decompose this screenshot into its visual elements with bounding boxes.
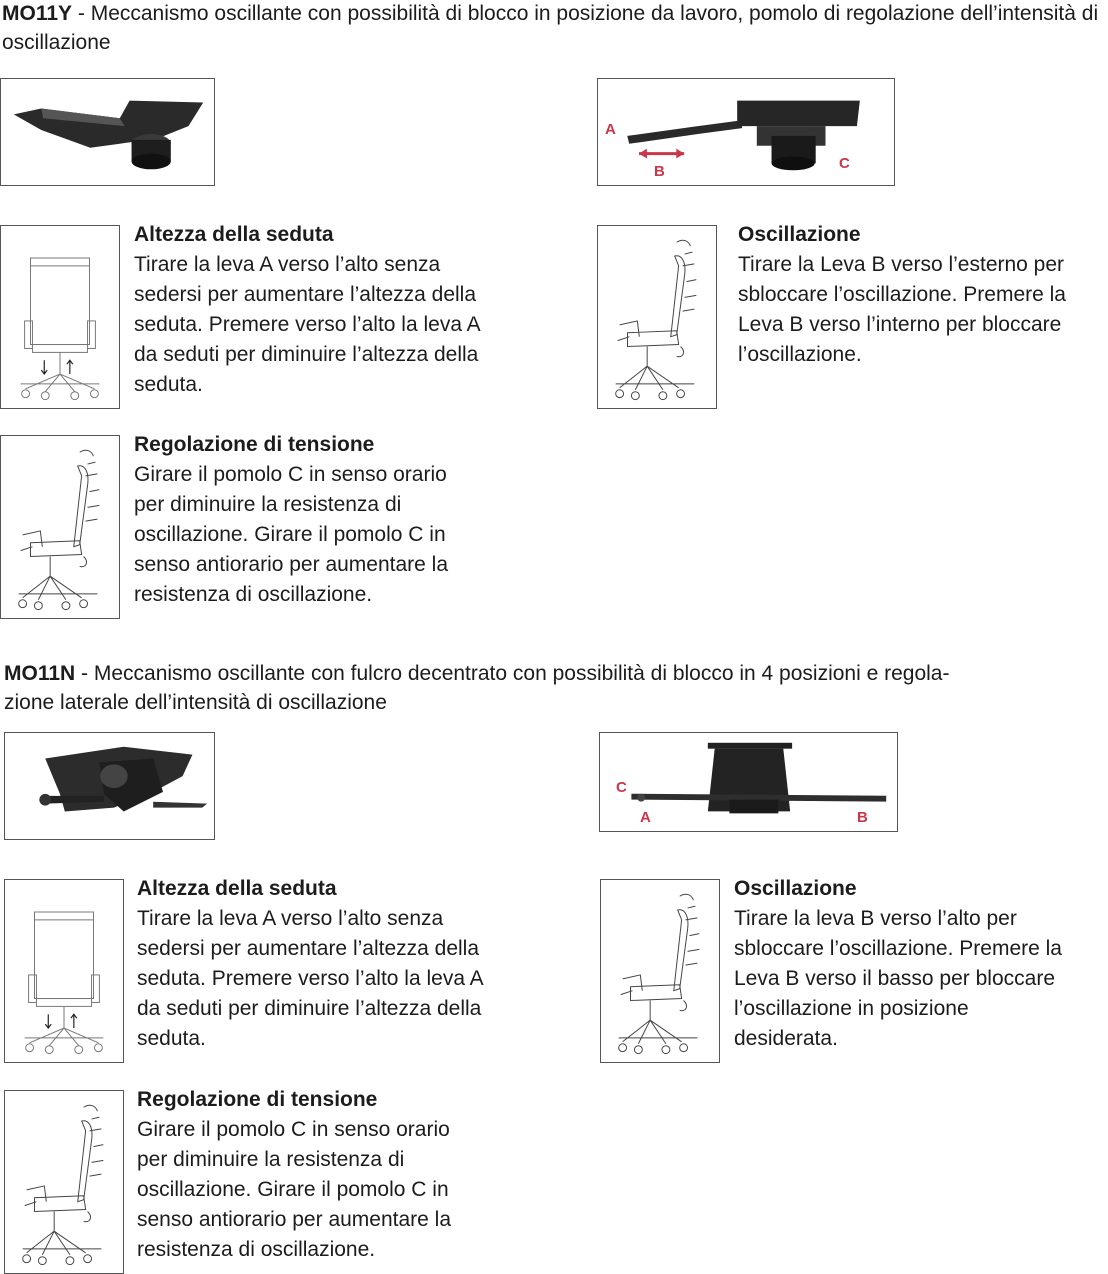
block-line: oscillazione. Girare il pomolo C in — [137, 1178, 449, 1201]
label-c: C — [839, 155, 850, 172]
block-line: sedersi per aumentare l’altezza della — [134, 283, 477, 306]
block-line: Tirare la leva A verso l’alto senza — [134, 253, 441, 276]
block-line: resistenza di oscillazione. — [137, 1238, 376, 1261]
block-title: Oscillazione — [738, 223, 861, 246]
section-heading-mo11n — [4, 659, 1108, 717]
chair-recline-icon-2 — [600, 879, 720, 1063]
block-line: l’oscillazione in posizione — [734, 997, 969, 1020]
label-a: A — [605, 121, 616, 138]
block-line: Leva B verso l’interno per bloccare — [738, 313, 1062, 336]
block-line: Girare il pomolo C in senso orario — [134, 463, 447, 486]
chair-tension-icon-2 — [4, 1090, 124, 1274]
block-line: Tirare la leva B verso l’alto per — [734, 907, 1017, 930]
block-line: oscillazione. Girare il pomolo C in — [134, 523, 446, 546]
block-title: Regolazione di tensione — [134, 433, 375, 456]
oscillazione-block-mo11n — [734, 874, 1108, 1054]
block-line: sedersi per aumentare l’altezza della — [137, 937, 480, 960]
chair-height-icon — [0, 225, 120, 409]
block-line: per diminuire la resistenza di — [137, 1148, 405, 1171]
mechanism-photo-side-2 — [4, 732, 215, 840]
label-c: C — [616, 779, 627, 796]
oscillazione-block-mo11y — [738, 220, 1108, 370]
label-b: B — [654, 163, 665, 180]
block-line: Tirare la leva A verso l’alto senza — [137, 907, 444, 930]
block-line: sbloccare l’oscillazione. Premere la — [734, 937, 1062, 960]
label-a: A — [640, 809, 651, 826]
mechanism-side-image — [1, 79, 214, 185]
chair-recline-icon — [597, 225, 717, 409]
altezza-block-mo11n — [137, 874, 537, 1054]
mechanism-photo-front-2 — [599, 732, 898, 832]
tensione-block-mo11y — [134, 430, 534, 610]
section-title-line1: - Meccanismo oscillante con fulcro decentrato con possibilità di blocco in 4 posizioni e regola- — [75, 662, 950, 685]
chair-tension-icon — [0, 435, 120, 619]
block-line: sbloccare l’oscillazione. Premere la — [738, 283, 1066, 306]
block-line: l’oscillazione. — [738, 343, 862, 366]
block-title: Altezza della seduta — [137, 877, 337, 900]
block-line: senso antiorario per aumentare la — [134, 553, 449, 576]
section-heading-mo11y — [2, 0, 1106, 57]
block-line: Tirare la Leva B verso l’esterno per — [738, 253, 1065, 276]
block-line: da seduti per diminuire l’altezza della — [134, 343, 479, 366]
chair-height-icon-2 — [4, 879, 124, 1063]
block-line: resistenza di oscillazione. — [134, 583, 373, 606]
block-line: per diminuire la resistenza di — [134, 493, 402, 516]
block-line: seduta. — [137, 1027, 206, 1050]
block-line: seduta. Premere verso l’alto la leva A — [134, 313, 481, 336]
product-code: MO11Y — [2, 2, 73, 25]
label-b: B — [857, 809, 868, 826]
product-code: MO11N — [4, 662, 76, 685]
tensione-block-mo11n — [137, 1085, 537, 1265]
block-line: Leva B verso il basso per bloccare — [734, 967, 1055, 990]
block-line: senso antiorario per aumentare la — [137, 1208, 452, 1231]
block-line: Girare il pomolo C in senso orario — [137, 1118, 450, 1141]
block-line: desiderata. — [734, 1027, 838, 1050]
block-line: seduta. — [134, 373, 203, 396]
altezza-block-mo11y — [134, 220, 534, 400]
mechanism-photo-side — [0, 78, 215, 186]
block-title: Regolazione di tensione — [137, 1088, 378, 1111]
section-title: - Meccanismo oscillante con possibilità di blocco in posizione da lavoro, pomolo di regolazione dell’intensità di oscillazione — [2, 2, 1099, 54]
block-line: seduta. Premere verso l’alto la leva A — [137, 967, 484, 990]
block-title: Altezza della seduta — [134, 223, 334, 246]
block-line: da seduti per diminuire l’altezza della — [137, 997, 482, 1020]
block-title: Oscillazione — [734, 877, 857, 900]
section-title-line2: zione laterale dell’intensità di oscillazione — [4, 691, 387, 714]
mechanism-photo-front — [597, 78, 895, 186]
